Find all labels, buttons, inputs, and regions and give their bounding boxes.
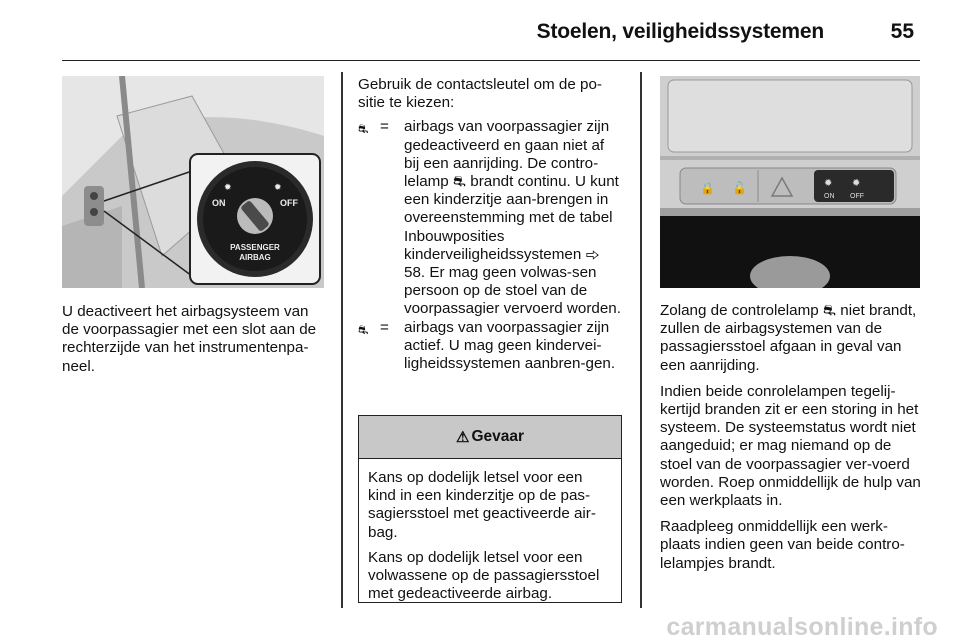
- page-title: Stoelen, veiligheidssystemen: [536, 20, 824, 43]
- airbag-on-icon: ⛐: [358, 322, 369, 337]
- warning-triangle-icon: ⚠: [455, 429, 470, 446]
- warning-title: Gevaar: [471, 428, 525, 445]
- warning-paragraph: Kans op dodelijk letsel voor een volwassene op de passagiersstoel met gedeactiveerde airbag.: [368, 548, 600, 603]
- warning-header: [359, 416, 621, 459]
- lamp-paragraph: Zolang de controlelamp ⛐ niet brandt, zullen de airbagsystemen van de passagiersstoel afgaan in geval van een aanrijding.: [660, 302, 917, 374]
- definition-text: airbags van voorpassagier zijn actief. U mag geen kindervei-ligheidssystemen aanbren-gen.: [404, 318, 616, 373]
- position-definitions: [358, 118, 622, 373]
- column-divider: [341, 72, 343, 608]
- lamp-paragraph: Raadpleeg onmiddellijk een werk-plaats indien geen van beide contro-lelampjes brandt.: [660, 518, 905, 572]
- airbag-on-icon: ✹: [224, 183, 232, 193]
- definition-item: [358, 118, 622, 318]
- lock-icon: 🔒: [700, 181, 715, 195]
- airbag-off-icon: ✹: [274, 183, 282, 193]
- switch-label-airbag: AIRBAG: [239, 253, 271, 262]
- switch-label-on: ON: [212, 198, 226, 208]
- page-number: 55: [890, 20, 914, 43]
- definition-text: airbags van voorpassagier zijn gedeactiveerd en gaan niet af bij een aanrijding. De contro-lelamp ⛐ brandt continu. U kunt een kinderzitje aan-brengen in overeenstemming met de tabel Inbouwposities kinderveiligheidssystemen ⇨ 58. Er mag geen volwas-sen persoon op de stoel van de voorpassagier vervoerd worden.: [404, 118, 621, 318]
- danger-warning-box: [358, 415, 622, 603]
- column-3-text: [660, 302, 922, 581]
- key-position-intro: Gebruik de contactsleutel om de po-sitie te kiezen:: [358, 76, 602, 112]
- column-2: [358, 76, 622, 373]
- unlock-icon: 🔓: [732, 181, 747, 195]
- airbag-switch-figure: [62, 76, 324, 288]
- warning-paragraph: Kans op dodelijk letsel voor een kind in een kinderzitje op de pas-sagiersstoel met geactiveerde air-bag.: [368, 469, 596, 541]
- switch-label-off: OFF: [280, 198, 298, 208]
- column-divider: [640, 72, 642, 608]
- column-1-text: [62, 303, 324, 376]
- airbag-off-icon: ✹: [852, 178, 861, 189]
- switch-label-passenger: PASSENGER: [230, 243, 280, 252]
- lamp-paragraph: Indien beide conrolelampen tegelij-kertijd branden zit er een storing in het systeem. De systeemstatus wordt niet aangeduid; er mag niemand op de stoel van de voorpassagier ver-voerd worden. Roep onmiddellijk de hulp van een werkplaats in.: [660, 382, 921, 510]
- definition-item: [358, 319, 622, 374]
- warning-body: [359, 459, 621, 603]
- airbag-deactivation-paragraph: U deactiveert het airbagsysteem van de voorpassagier met een slot aan de rechterzijde van het instrumentenpa-neel.: [62, 303, 317, 375]
- airbag-on-icon: ✹: [824, 178, 833, 189]
- lamp-label-off: OFF: [850, 193, 864, 200]
- watermark: carmanualsonline.info: [666, 613, 938, 641]
- equals-sign: =: [380, 318, 389, 336]
- airbag-off-icon: ⛐: [358, 122, 369, 137]
- equals-sign: =: [380, 118, 389, 136]
- lamp-label-on: ON: [824, 193, 835, 200]
- control-lamps-figure: [660, 76, 920, 288]
- page-header: [62, 18, 920, 61]
